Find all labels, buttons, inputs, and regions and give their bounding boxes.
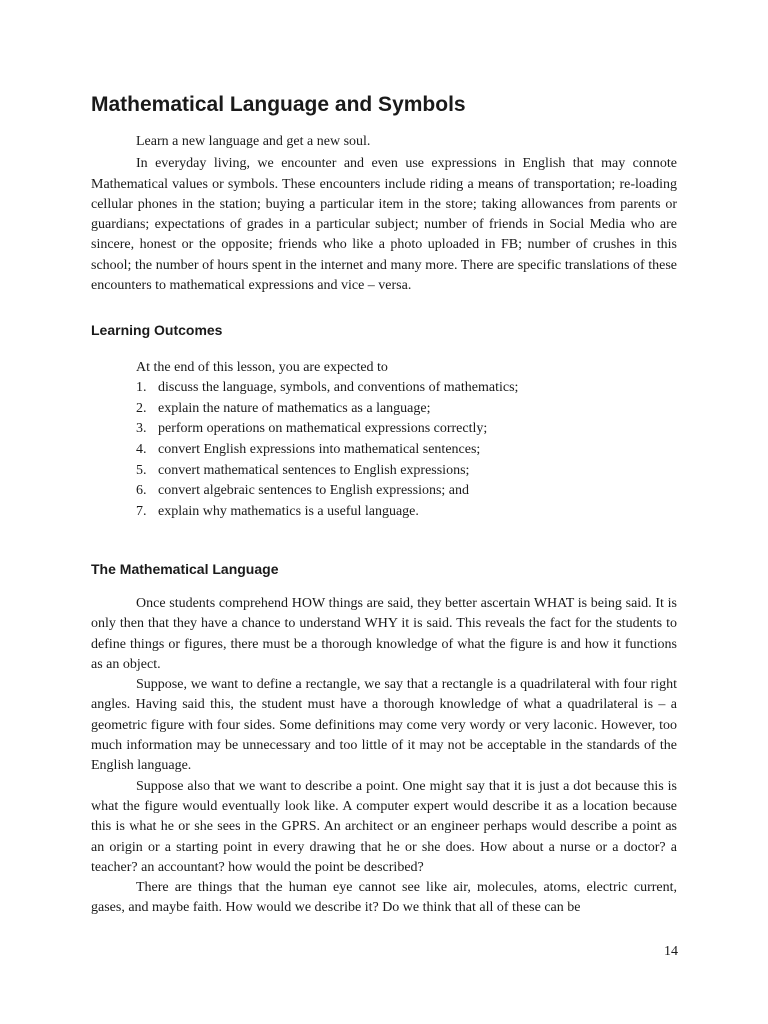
paragraph: Suppose also that we want to describe a point. One might say that it is just a dot because this is what the figure would eventually look like. A computer expert would describe it as a location because this is what he or she sees in the GPRS. An architect or an engineer perhaps would describe a point as an origin or a starting point in every drawing that he or she does. How about a nurse or a doctor? a teacher? an accountant? how would the point be described?: [91, 778, 677, 875]
intro-quote: Learn a new language and get a new soul.: [136, 134, 371, 149]
list-item: [136, 461, 677, 482]
mathematical-language-section: [91, 594, 677, 919]
list-item: [136, 481, 677, 502]
list-item-text: discuss the language, symbols, and conventions of mathematics;: [158, 380, 519, 396]
page-number: 14: [664, 944, 678, 959]
paragraph: Suppose, we want to define a rectangle, we say that a rectangle is a quadrilateral with four right angles. Having said this, the student must have a thorough knowledge of what a quadrilateral is – a geometric figure with four sides. Some definitions may come very wordy or very laconic. However, too much information may be unnecessary and too little of it may not be acceptable in the standards of the English language.: [91, 677, 677, 774]
list-item-number: 6.: [136, 483, 147, 499]
list-item-number: 1.: [136, 380, 147, 396]
page-title: Mathematical Language and Symbols: [91, 93, 466, 116]
learning-outcomes-heading: Learning Outcomes: [91, 322, 223, 338]
list-item-text: explain why mathematics is a useful language.: [158, 503, 419, 519]
list-item-text: convert English expressions into mathematical sentences;: [158, 442, 481, 458]
list-item-number: 4.: [136, 442, 147, 458]
list-item-text: convert mathematical sentences to English expressions;: [158, 462, 470, 478]
paragraph: Once students comprehend HOW things are said, they better ascertain WHAT is being said. It is only then that they have a chance to understand WHY it is said. This reveals the fact for the students to define things or figures, there must be a thorough knowledge of what the figure is and how it functions as an object.: [91, 596, 677, 672]
list-item-number: 5.: [136, 462, 147, 478]
learning-outcomes-section: [91, 358, 677, 522]
learning-outcomes-list: [91, 378, 677, 522]
list-item: [136, 399, 677, 420]
list-item: [136, 440, 677, 461]
list-item-text: explain the nature of mathematics as a language;: [158, 400, 431, 416]
learning-outcomes-lead: At the end of this lesson, you are expected to: [136, 360, 388, 375]
list-item-number: 2.: [136, 400, 147, 416]
intro-paragraph: In everyday living, we encounter and even use expressions in English that may connote Mathematical values or symbols. These encounters include riding a means of transportation; re-loading cellular phones in the station; buying a particular item in the store; taking allowances from parents or guardians; expectations of grades in a particular subject; number of friends in Social Media who are sincere, honest or the opposite; friends who like a photo uploaded in FB; number of crushes in this school; the number of hours spent in the internet and many more. There are specific translations of these encounters to mathematical expressions and vice – versa.: [91, 156, 677, 294]
list-item-text: convert algebraic sentences to English expressions; and: [158, 483, 470, 499]
mathematical-language-heading: The Mathematical Language: [91, 561, 279, 577]
list-item-text: perform operations on mathematical expressions correctly;: [158, 421, 488, 437]
list-item: [136, 378, 677, 399]
paragraph: There are things that the human eye cannot see like air, molecules, atoms, electric current, gases, and maybe faith. How would we describe it? Do we think that all of these can be: [91, 880, 677, 916]
list-item-number: 7.: [136, 503, 147, 519]
list-item: [136, 502, 677, 523]
list-item: [136, 419, 677, 440]
intro-section: [91, 132, 677, 296]
list-item-number: 3.: [136, 421, 147, 437]
